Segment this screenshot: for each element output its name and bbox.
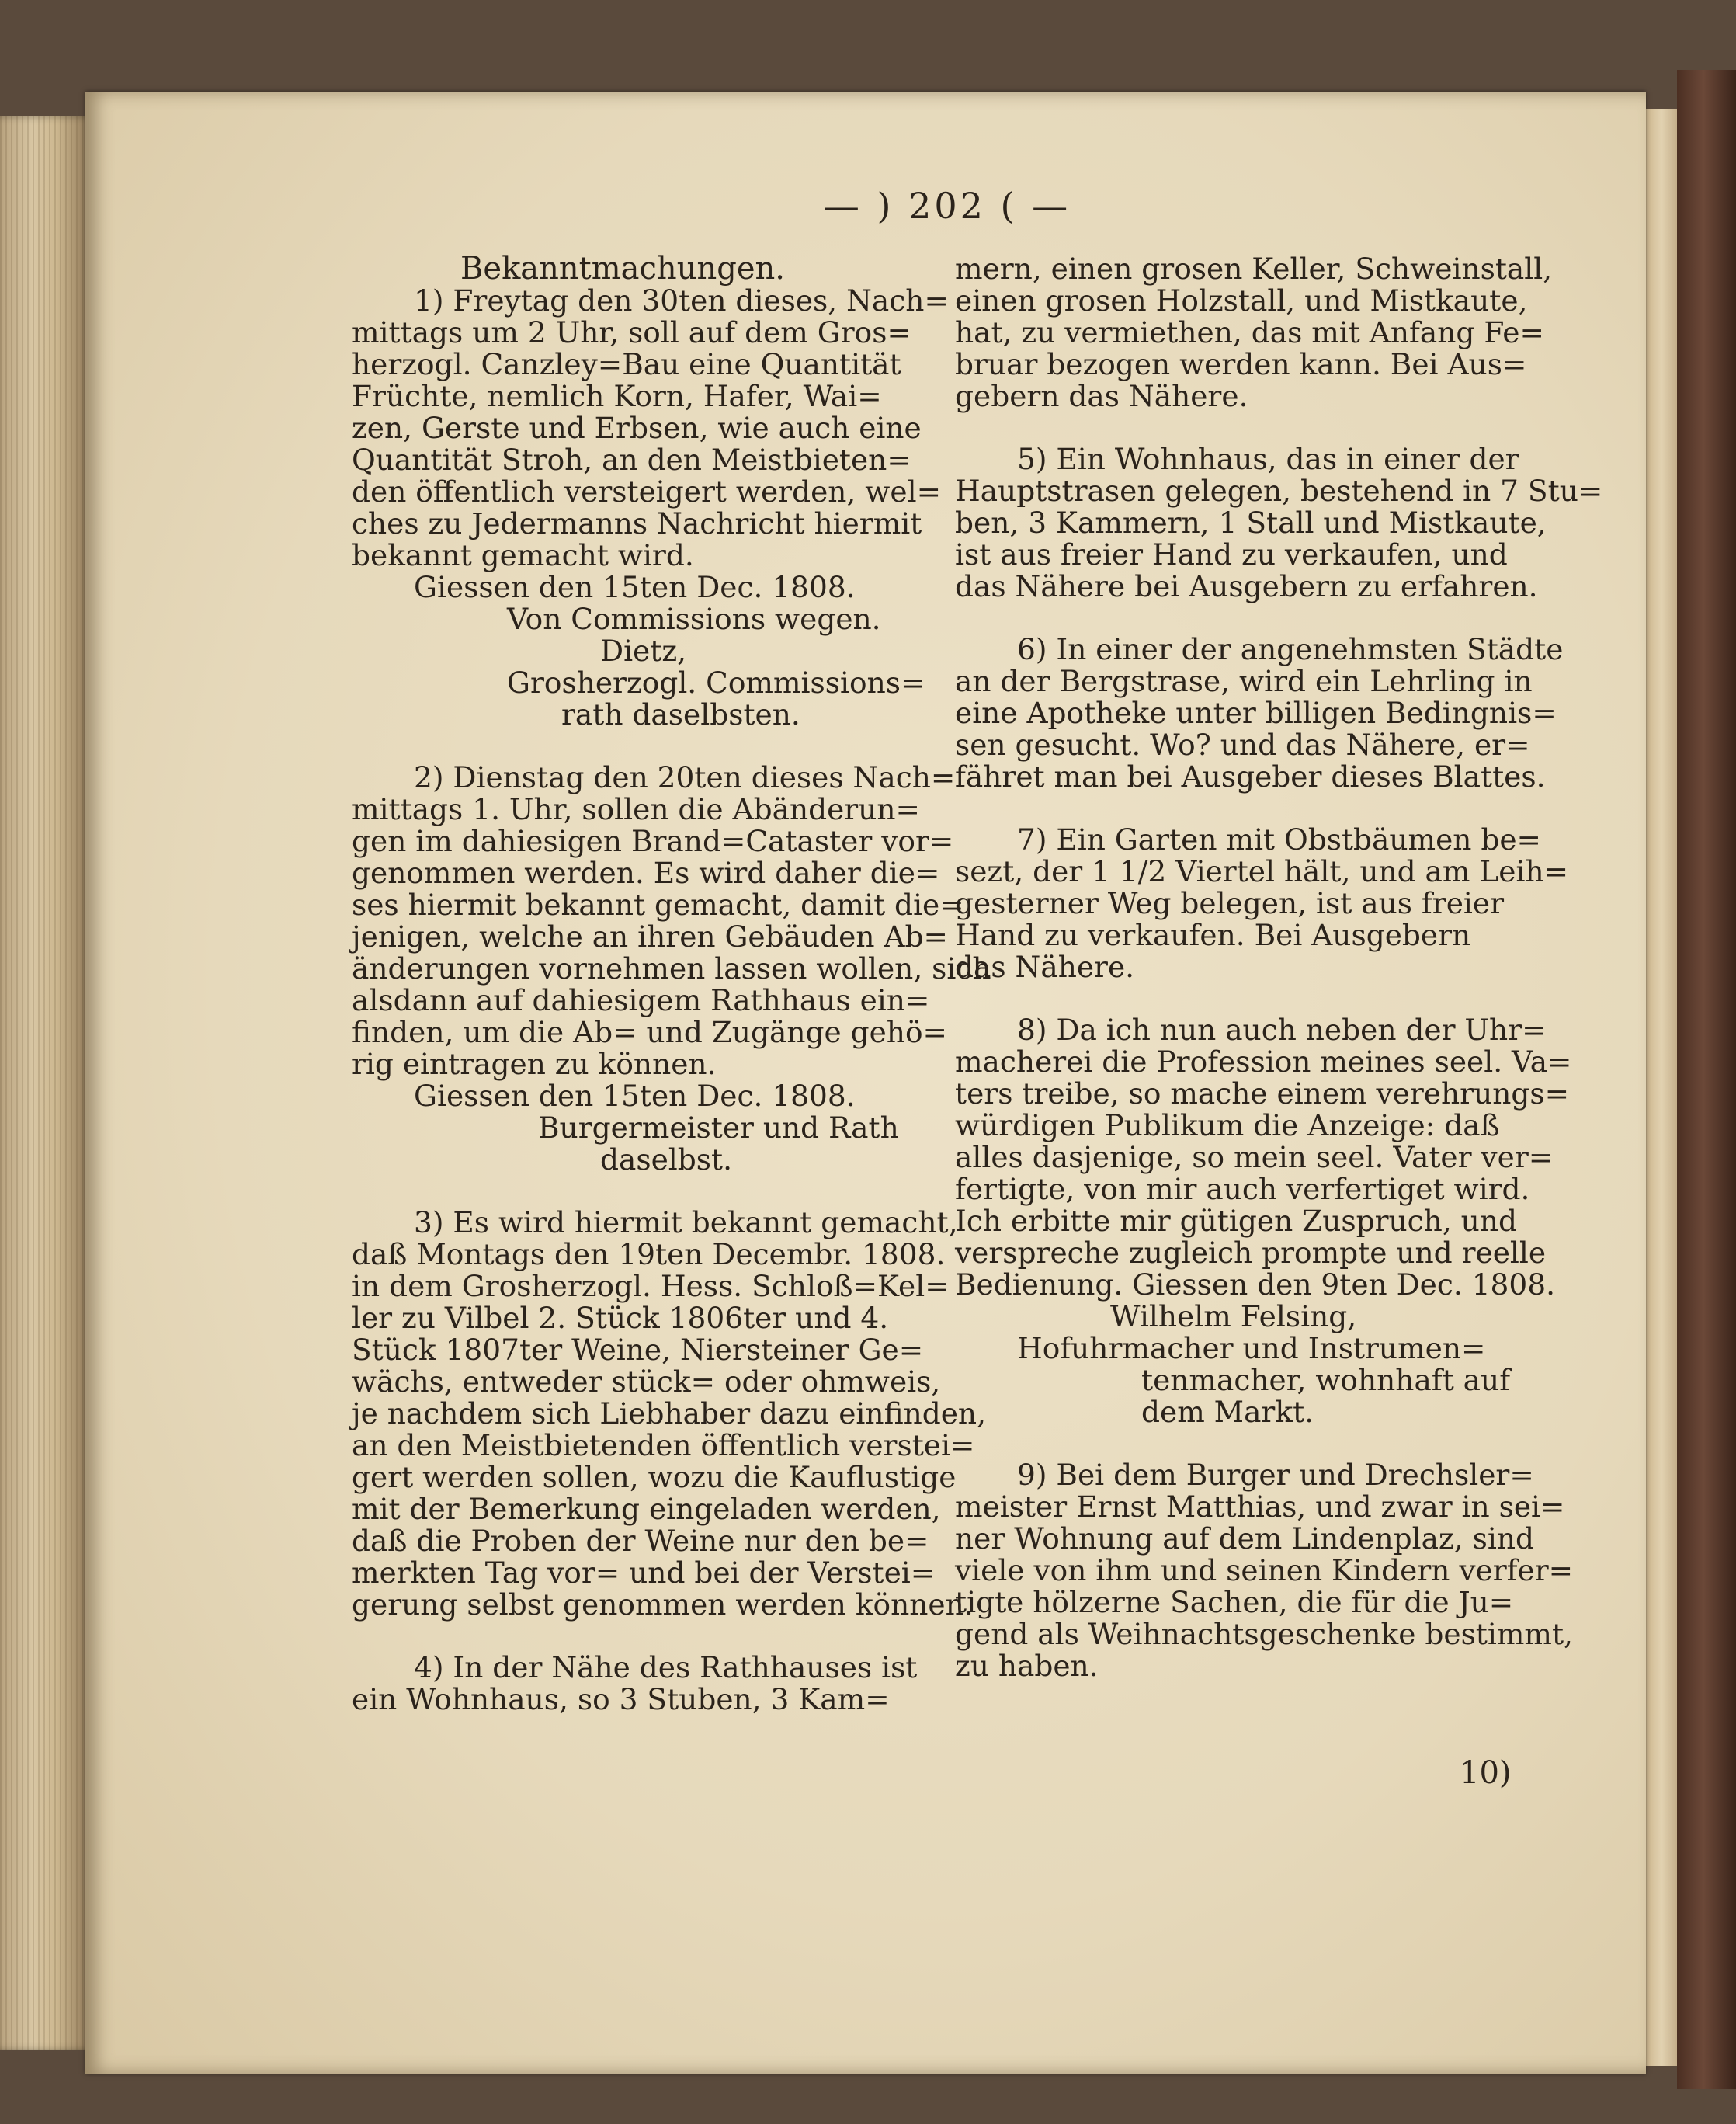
signer-title: Grosherzogl. Commissions= [507, 666, 925, 700]
signer-title: Burgermeister und Rath [538, 1111, 899, 1145]
notice-line: tigte hölzerne Sachen, die für die Ju= [955, 1585, 1514, 1619]
notice-line: Hauptstrasen gelegen, bestehend in 7 Stu= [955, 474, 1603, 508]
notice-line: gert werden sollen, wozu die Kauflustige [352, 1460, 957, 1494]
left-column [352, 251, 991, 1716]
notice-line: macherei die Profession meines seel. Va= [955, 1045, 1572, 1079]
notice-5 [955, 442, 1603, 603]
signer-title: dem Markt. [1141, 1395, 1314, 1429]
notice-7 [955, 822, 1569, 984]
notice-line: hat, zu vermiethen, das mit Anfang Fe= [955, 315, 1544, 349]
notice-line: ben, 3 Kammern, 1 Stall und Mistkaute, [955, 506, 1547, 540]
notice-line: ner Wohnung auf dem Lindenplaz, sind [955, 1521, 1535, 1556]
notice-line: merkten Tag vor= und bei der Verstei= [352, 1556, 936, 1590]
notice-line: eine Apotheke unter billigen Bedingnis= [955, 696, 1557, 730]
notice-line: mern, einen grosen Keller, Schweinstall, [955, 252, 1553, 286]
notice-line: daß Montags den 19ten Decembr. 1808. [352, 1237, 946, 1271]
notice-line: 5) Ein Wohnhaus, das in einer der [1017, 442, 1519, 476]
notice-line: bekannt gemacht wird. [352, 538, 694, 572]
notice-line: ters treibe, so mache einem verehrungs= [955, 1076, 1570, 1111]
notice-line: viele von ihm und seinen Kindern verfer= [955, 1553, 1574, 1587]
notice-line: ein Wohnhaus, so 3 Stuben, 3 Kam= [352, 1682, 890, 1716]
notice-line: das Nähere. [955, 950, 1135, 984]
signer-title: Hofuhrmacher und Instrumen= [1017, 1331, 1486, 1365]
notice-line: mit der Bemerkung eingeladen werden, [352, 1492, 941, 1526]
signer-name: Dietz, [600, 634, 686, 668]
notice-line: sezt, der 1 1/2 Viertel hält, und am Leih= [955, 854, 1569, 888]
notice-line: würdigen Publikum die Anzeige: daß [955, 1108, 1500, 1142]
notice-4-continued [955, 252, 1553, 413]
book-cover-edge [1677, 70, 1736, 2089]
notice-line: an den Meistbietenden öffentlich verstei= [352, 1428, 975, 1462]
catchword: 10) [1460, 1755, 1512, 1791]
notice-line: fertigte, von mir auch verfertiget wird. [955, 1172, 1530, 1206]
notice-line: Bedienung. Giessen den 9ten Dec. 1808. [955, 1267, 1556, 1302]
authority: Von Commissions wegen. [507, 602, 881, 636]
notice-line: gesterner Weg belegen, ist aus freier [955, 886, 1505, 920]
notice-2 [352, 760, 991, 1177]
notice-6 [955, 632, 1564, 794]
notice-line: herzogl. Canzley=Bau eine Quantität [352, 347, 901, 381]
notice-line: ler zu Vilbel 2. Stück 1806ter und 4. [352, 1301, 889, 1335]
signer-title: rath daselbsten. [561, 697, 800, 732]
notice-line: ses hiermit bekannt gemacht, damit die= [352, 888, 964, 922]
notice-line: bruar bezogen werden kann. Bei Aus= [955, 347, 1527, 381]
notice-line: wächs, entweder stück= oder ohmweis, [352, 1364, 941, 1399]
notice-line: ist aus freier Hand zu verkaufen, und [955, 537, 1508, 572]
notice-line: 2) Dienstag den 20ten dieses Nach= [414, 760, 956, 794]
notice-line: finden, um die Ab= und Zugänge gehö= [352, 1015, 947, 1049]
notice-line: meister Ernst Matthias, und zwar in sei= [955, 1490, 1565, 1524]
notice-line: 3) Es wird hiermit bekannt gemacht, [414, 1205, 958, 1239]
notice-line: den öffentlich versteigert werden, wel= [352, 475, 941, 509]
left-page-edge [0, 116, 93, 2050]
notice-line: genommen werden. Es wird daher die= [352, 856, 940, 890]
signer-title: tenmacher, wohnhaft auf [1141, 1363, 1511, 1397]
notice-line: Quantität Stroh, an den Meistbieten= [352, 443, 911, 477]
notice-line: 6) In einer der angenehmsten Städte [1017, 632, 1564, 666]
notice-line: Ich erbitte mir gütigen Zuspruch, und [955, 1204, 1517, 1238]
notice-line: sen gesucht. Wo? und das Nähere, er= [955, 728, 1530, 762]
notice-8 [955, 1013, 1572, 1429]
notice-line: gerung selbst genommen werden können. [352, 1587, 974, 1622]
notice-line: an der Bergstrase, wird ein Lehrling in [955, 664, 1533, 698]
notice-line: 9) Bei dem Burger und Drechsler= [1017, 1458, 1534, 1492]
notice-line: 7) Ein Garten mit Obstbäumen be= [1017, 822, 1541, 857]
notice-line: ches zu Jedermanns Nachricht hiermit [352, 506, 922, 541]
notice-line: fähret man bei Ausgeber dieses Blattes. [955, 760, 1546, 794]
section-heading: Bekanntmachungen. [460, 251, 785, 287]
notice-1 [352, 283, 949, 732]
notice-line: gebern das Nähere. [955, 379, 1248, 413]
notice-line: alsdann auf dahiesigem Rathhaus ein= [352, 983, 930, 1017]
notice-line: in dem Grosherzogl. Hess. Schloß=Kel= [352, 1269, 950, 1303]
notice-line: zu haben. [955, 1649, 1099, 1683]
notice-line: Hand zu verkaufen. Bei Ausgebern [955, 918, 1471, 952]
notice-line: gend als Weihnachtsgeschenke bestimmt, [955, 1617, 1573, 1651]
notice-line: einen grosen Holzstall, und Mistkaute, [955, 283, 1528, 318]
notice-line: mittags 1. Uhr, sollen die Abänderun= [352, 792, 920, 826]
notice-line: alles dasjenige, so mein seel. Vater ver= [955, 1140, 1554, 1174]
place-date: Giessen den 15ten Dec. 1808. [414, 1079, 856, 1113]
signer-title: daselbst. [600, 1142, 733, 1177]
right-column [955, 252, 1603, 1683]
notice-line: jenigen, welche an ihren Gebäuden Ab= [352, 919, 948, 954]
signer-name: Wilhelm Felsing, [1110, 1299, 1357, 1333]
notice-line: 1) Freytag den 30ten dieses, Nach= [414, 283, 949, 318]
notice-line: je nachdem sich Liebhaber dazu einfinden, [352, 1396, 986, 1430]
notice-line: das Nähere bei Ausgebern zu erfahren. [955, 569, 1538, 603]
notice-line: daß die Proben der Weine nur den be= [352, 1524, 929, 1558]
notice-line: Früchte, nemlich Korn, Hafer, Wai= [352, 379, 882, 413]
notice-4 [352, 1652, 918, 1716]
notice-line: gen im dahiesigen Brand=Cataster vor= [352, 824, 954, 858]
notice-line: 8) Da ich nun auch neben der Uhr= [1017, 1013, 1547, 1047]
notice-line: Stück 1807ter Weine, Niersteiner Ge= [352, 1333, 924, 1367]
notice-line: rig eintragen zu können. [352, 1047, 717, 1081]
notice-line: 4) In der Nähe des Rathhauses ist [414, 1650, 918, 1684]
notice-line: mittags um 2 Uhr, soll auf dem Gros= [352, 315, 911, 349]
notice-3 [352, 1205, 986, 1622]
page-header: — ) 202 ( — [823, 185, 1071, 227]
notice-line: änderungen vornehmen lassen wollen, sich [352, 951, 991, 986]
notice-line: verspreche zugleich prompte und reelle [955, 1236, 1547, 1270]
place-date: Giessen den 15ten Dec. 1808. [414, 570, 856, 604]
notice-line: zen, Gerste und Erbsen, wie auch eine [352, 411, 922, 445]
notice-9 [955, 1458, 1574, 1683]
